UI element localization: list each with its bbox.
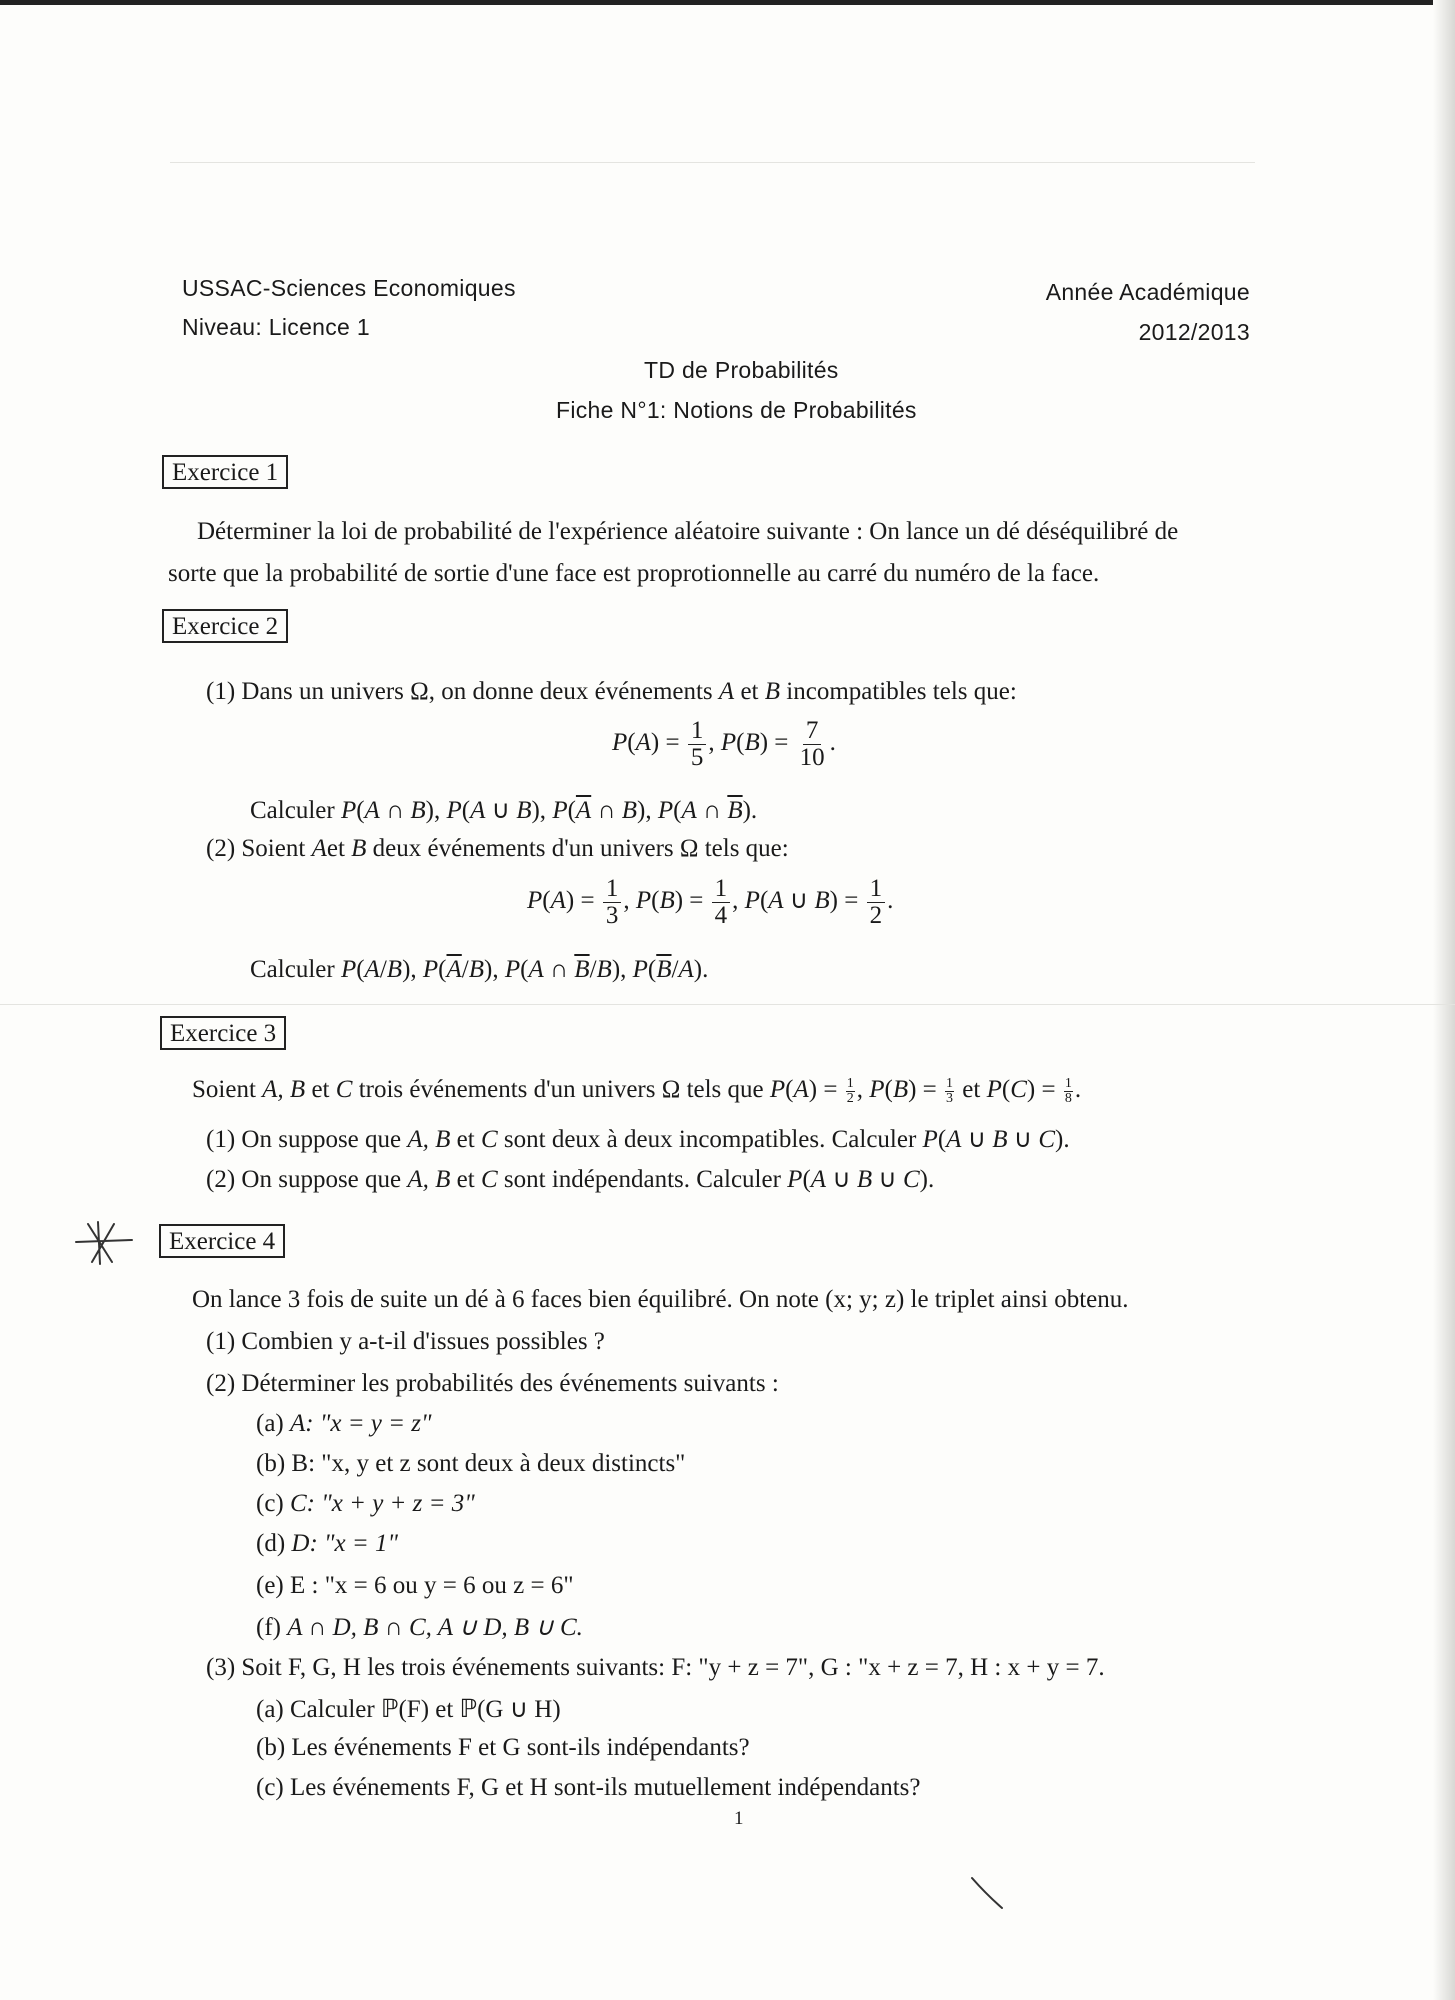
exercise-2-calc-1: Calculer P(A ∩ B), P(A ∪ B), $P(\overline{A}$ ∩ B), P(A ∩ $\overline{B}$).: [250, 797, 758, 824]
exercise-2-question-1: (1) Dans un univers Ω, on donne deux événements A et B incompatibles tels que:: [206, 678, 1017, 705]
question-number: (2): [206, 835, 236, 862]
exercise-4-question-1: (1) Combien y a-t-il d'issues possibles ?: [206, 1328, 605, 1355]
scan-right-edge: [1433, 0, 1455, 2000]
exercise-2-formula-1: P(A) = $\frac{1}{5}$ , P(B) = $\frac{7}{10}$ .: [612, 717, 836, 771]
exercise-4-item-d: (d) D: "x = 1": [256, 1530, 398, 1557]
exercise-4-q3-item-c: (c) Les événements F, G et H sont-ils mutuellement indépendants?: [256, 1774, 921, 1801]
exercise-3-intro: Soient A, B et C trois événements d'un univers Ω tels que P(A) = $\frac{1}{2}$ , P(B) = $\frac{1}{3}$ et P(C) = $\frac{1}{8}$ .: [192, 1075, 1082, 1106]
exercise-2-formula-2: P(A) = $\frac{1}{3}$ , P(B) = $\frac{1}{4}$ , P(A ∪ B) = $\frac{1}{2}$ .: [527, 875, 894, 929]
exercise-4-question-2: (2) Déterminer les probabilités des événements suivants :: [206, 1370, 779, 1397]
exercise-2-title: Exercice 2: [162, 609, 288, 643]
handwritten-asterisk-mark: [70, 1218, 136, 1266]
year-label: Année Académique: [1045, 279, 1250, 305]
exercise-3-question-2: (2) On suppose que A, B et C sont indépendants. Calculer P(A ∪ B ∪ C).: [206, 1166, 935, 1193]
scan-artifact-line: [170, 162, 1255, 163]
scan-fold-line: [0, 1004, 1455, 1005]
exercise-4-item-f: (f) A ∩ D, B ∩ C, A ∪ D, B ∪ C.: [256, 1614, 583, 1641]
exercise-1-title: Exercice 1: [162, 455, 288, 489]
exercise-4-item-c: (c) C: "x + y + z = 3": [256, 1490, 475, 1517]
exercise-2-calc-2: Calculer P(A/B), $P(\overline{A}/B)$, P(A ∩ $\overline{B}/B$), $P(\overline{B}/A)$.: [250, 956, 709, 983]
exercise-4-question-3: (3) Soit F, G, H les trois événements suivants: F: "y + z = 7", G : "x + z = 7, H : x + y = 7.: [206, 1654, 1105, 1681]
question-text-b: deux événements d'un univers Ω tels que:: [372, 835, 789, 862]
exercise-2-question-2: (2) Soient Aet B deux événements d'un univers Ω tels que:: [206, 835, 789, 862]
scan-top-border: [0, 0, 1455, 5]
academic-year: 2012/2013: [1138, 319, 1250, 345]
page-number: 1: [734, 1808, 744, 1829]
exercise-4-q3-item-b: (b) Les événements F et G sont-ils indépendants?: [256, 1734, 750, 1761]
exercise-1-line-1: Déterminer la loi de probabilité de l'expérience aléatoire suivante : On lance un dé déséquilibré de: [197, 518, 1179, 545]
question-number: (1): [206, 678, 236, 705]
exercise-3-question-1: (1) On suppose que A, B et C sont deux à deux incompatibles. Calculer P(A ∪ B ∪ C).: [206, 1126, 1070, 1153]
question-text: Soient: [241, 835, 306, 862]
exercise-4-intro: On lance 3 fois de suite un dé à 6 faces bien équilibré. On note (x; y; z) le triplet ainsi obtenu.: [192, 1286, 1129, 1313]
exercise-4-q3-item-a: (a) Calculer ℙ(F) et ℙ(G ∪ H): [256, 1696, 561, 1723]
question-text: Dans un univers Ω, on donne deux événements: [241, 678, 713, 705]
page-subtitle: Fiche N°1: Notions de Probabilités: [556, 397, 917, 423]
exercise-4-item-b: (b) B: "x, y et z sont deux à deux distincts": [256, 1450, 686, 1477]
institution: USSAC-Sciences Economiques: [182, 275, 516, 301]
exercise-1-line-2: sorte que la probabilité de sortie d'une face est proprotionnelle au carré du numéro de la face.: [168, 560, 1100, 587]
exercise-4-title: Exercice 4: [159, 1224, 285, 1258]
exercise-4-item-e: (e) E : "x = 6 ou y = 6 ou z = 6": [256, 1572, 574, 1599]
exercise-3-title: Exercice 3: [160, 1016, 286, 1050]
level: Niveau: Licence 1: [182, 314, 370, 340]
pen-stroke-mark: [968, 1874, 1008, 1914]
page-title: TD de Probabilités: [644, 357, 839, 383]
exercise-4-item-a: (a) A: "x = y = z": [256, 1410, 432, 1437]
question-text-b: incompatibles tels que:: [786, 678, 1017, 705]
